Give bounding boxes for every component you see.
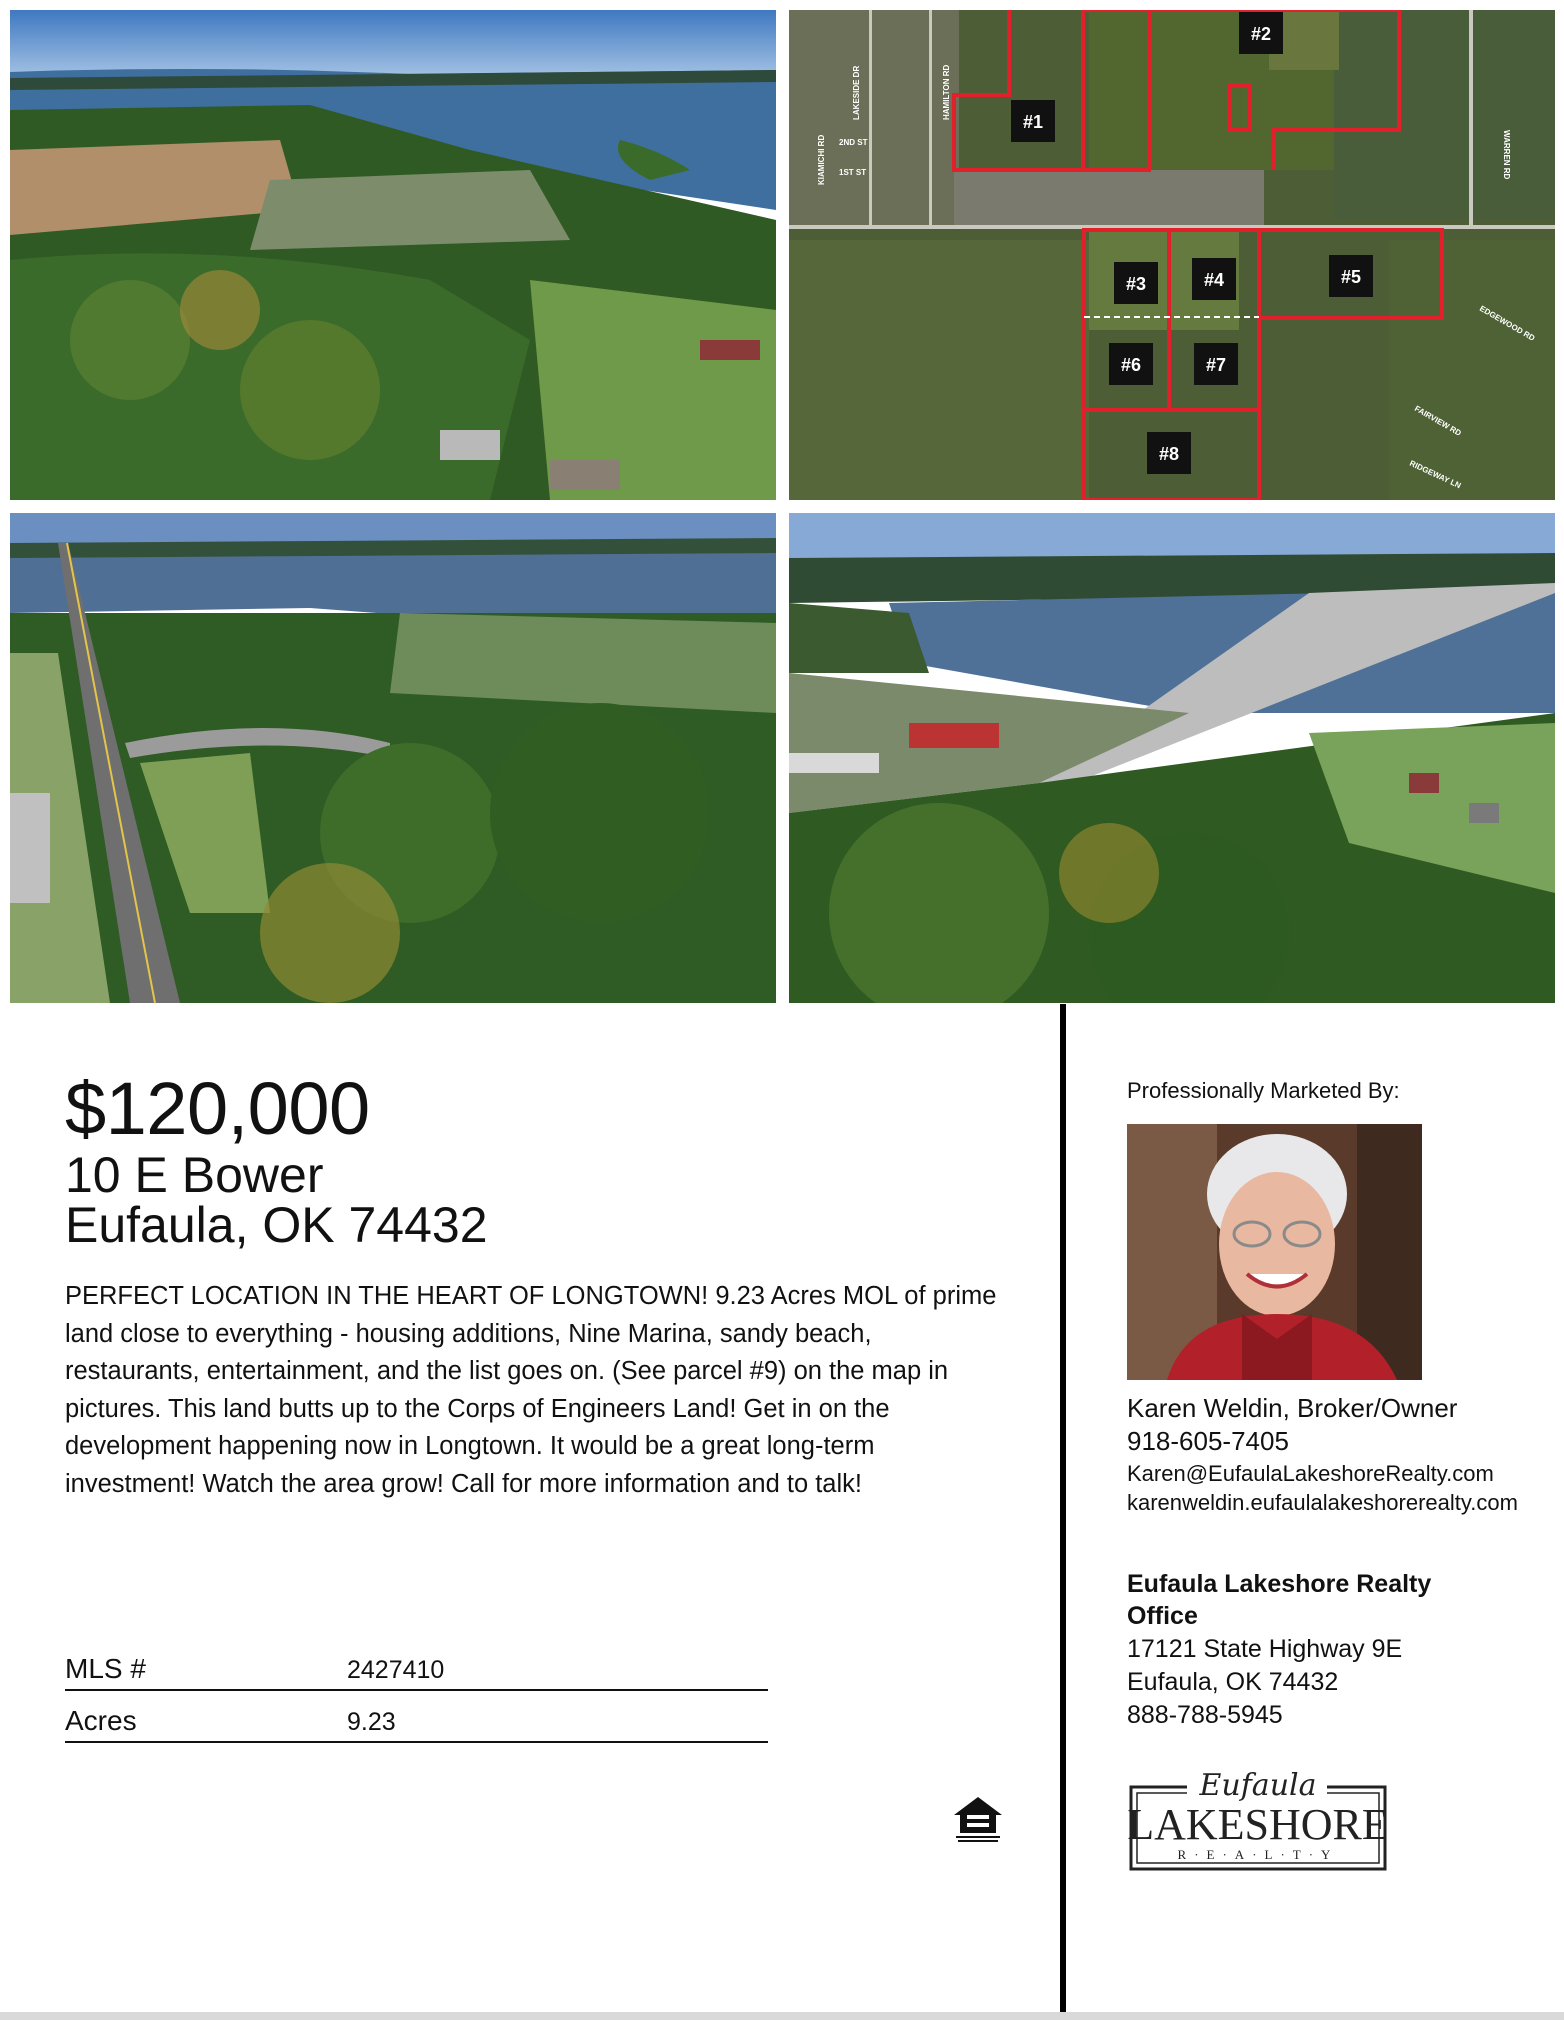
aerial-photo-town-lake (10, 10, 776, 500)
logo-sub-text: R·E·A·L·T·Y (1177, 1847, 1339, 1862)
parcel-label-3: #3 (1125, 274, 1147, 294)
equal-housing-opportunity-icon (952, 1795, 1004, 1843)
agent-website[interactable]: karenweldin.eufaulalakeshorerealty.com (1127, 1490, 1518, 1515)
listing-description: PERFECT LOCATION IN THE HEART OF LONGTOWN! 9.23 Acres MOL of prime land close to everything - housing additions, Nine Marina, sandy beach, restaurants, entertainment, and the list goes on. (See parcel #9) on the map in pictures. This land butts up to the Corps of Engineers Land! Get in on the development happening now in Longtown. It would be a great long-term investment! Watch the area grow! Call for more information and to talk! (65, 1282, 997, 1498)
parcel-label-4: #4 (1203, 270, 1225, 290)
agent-email[interactable]: Karen@EufaulaLakeshoreRealty.com (1127, 1461, 1494, 1486)
svg-text:1ST ST: 1ST ST (839, 168, 867, 177)
fact-label: Acres (65, 1705, 137, 1736)
fact-row-mls (65, 1643, 768, 1691)
listing-price: $120,000 (65, 1067, 370, 1150)
parcel-label-8: #8 (1158, 444, 1180, 464)
logo-script-text: Eufaula (1199, 1768, 1317, 1803)
office-street: 17121 State Highway 9E (1127, 1635, 1403, 1663)
agent-headshot (1127, 1124, 1422, 1380)
office-name: Eufaula Lakeshore Realty Office (1127, 1570, 1432, 1630)
address-street: 10 E Bower (65, 1147, 324, 1203)
parcel-label-7: #7 (1205, 355, 1227, 375)
logo-main-text: LAKESHORE (1127, 1800, 1389, 1849)
office-city: Eufaula, OK 74432 (1127, 1668, 1339, 1696)
aerial-photo-highway (10, 513, 776, 1003)
svg-text:HAMILTON RD: HAMILTON RD (942, 64, 951, 120)
office-contact (1127, 1633, 1402, 1732)
marketed-by-label: Professionally Marketed By: (1127, 1078, 1400, 1103)
parcel-label-6: #6 (1120, 355, 1142, 375)
fact-row-acres (65, 1695, 768, 1743)
listing-facts-table (65, 1643, 768, 1747)
address-city: Eufaula, OK 74432 (65, 1197, 488, 1253)
parcel-label-1: #1 (1022, 112, 1044, 132)
svg-text:RIDGEWAY LN: RIDGEWAY LN (1408, 458, 1463, 491)
svg-text:LAKESIDE DR: LAKESIDE DR (852, 65, 861, 120)
svg-text:KIAMICHI RD: KIAMICHI RD (817, 134, 826, 185)
aerial-photo-bridge-lake (789, 513, 1555, 1003)
parcel-label-5: #5 (1340, 267, 1362, 287)
page-bottom-strip (0, 2012, 1564, 2020)
office-phone[interactable]: 888-788-5945 (1127, 1701, 1283, 1729)
parcel-label-2: #2 (1250, 24, 1272, 44)
fact-label: MLS # (65, 1653, 146, 1684)
svg-text:EDGEWOOD RD: EDGEWOOD RD (1478, 303, 1537, 343)
vertical-divider (1060, 1004, 1066, 2014)
svg-text:2ND ST: 2ND ST (839, 138, 868, 147)
agent-name: Karen Weldin, Broker/Owner (1127, 1393, 1458, 1423)
svg-text:FAIRVIEW RD: FAIRVIEW RD (1413, 403, 1463, 438)
fact-value: 9.23 (347, 1708, 396, 1736)
parcel-map-image (789, 10, 1555, 500)
fact-value: 2427410 (347, 1656, 445, 1684)
agent-phone[interactable]: 918-605-7405 (1127, 1426, 1289, 1456)
eufaula-lakeshore-realty-logo (1127, 1755, 1389, 1875)
svg-text:WARREN RD: WARREN RD (1502, 130, 1511, 180)
